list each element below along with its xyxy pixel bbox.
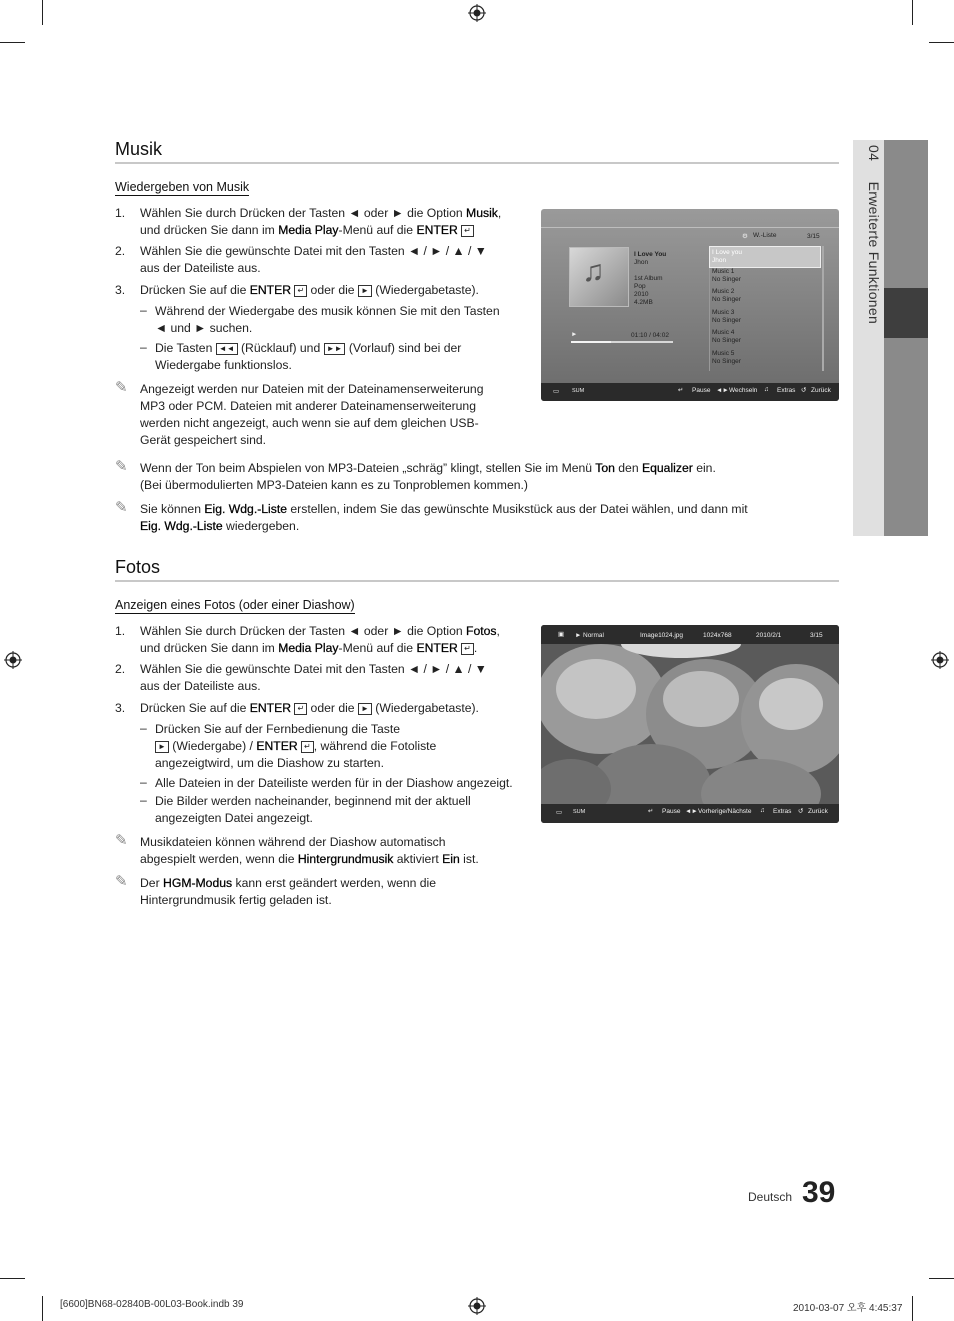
crop-mark	[912, 0, 913, 25]
list-item: Music 5 No Singer	[712, 350, 741, 365]
play-icon: ►	[575, 632, 582, 639]
step-text: Wählen Sie die gewünschte Datei mit den Tasten ◄ / ► / ▲ / ▼ aus der Dateiliste aus.	[140, 244, 487, 275]
pause-label: Pause	[662, 808, 681, 815]
step-number: 3.	[115, 701, 126, 715]
note-pencil-icon: ✎	[115, 832, 128, 849]
prev-next-label: Vorherige/Nächste	[698, 808, 752, 815]
section-title-fotos: Fotos	[115, 557, 161, 577]
photo-date: 2010/2/1	[756, 632, 782, 639]
enter-key-icon: ↵	[301, 741, 314, 753]
music-note-icon: ♫	[582, 255, 605, 288]
registration-mark-icon	[4, 651, 22, 669]
step-text: Wählen Sie durch Drücken der Tasten ◄ oder ► die Option Fotos, und drücken Sie dann im Media Play-Menü auf die ENTER ↵ .	[140, 624, 500, 655]
chapter-title: Erweiterte Funktionen	[866, 181, 882, 325]
enter-key-icon: ↵	[461, 225, 474, 237]
section-divider	[115, 162, 839, 164]
note-text: Sie können Eig. Wdg.-Liste erstellen, indem Sie das gewünschte Musikstück aus der Datei wählen, und dann mit Eig. Wdg.-Liste wiedergeben.	[140, 502, 748, 533]
forward-key-icon: ►►	[324, 343, 346, 355]
track-title: I Love You	[634, 251, 667, 258]
photo-resolution: 1024x768	[703, 632, 732, 639]
chapter-tab-block	[884, 140, 928, 288]
page-language: Deutsch	[748, 1190, 793, 1204]
prev-next-arrows-icon: ◄►	[685, 808, 698, 815]
playlist-icon: ⚙	[742, 233, 748, 240]
list-item: I Love you Jhon	[712, 249, 742, 264]
pause-key-icon: ↵	[648, 808, 654, 815]
enter-key-icon: ↵	[294, 285, 307, 297]
footer-timestamp: 2010-03-07 오후 4:45:37	[793, 1303, 903, 1314]
registration-mark-icon	[468, 4, 486, 22]
step-number: 2.	[115, 662, 126, 676]
crop-mark	[912, 1296, 913, 1321]
play-key-icon: ►	[358, 285, 372, 297]
play-icon: ►	[571, 331, 578, 338]
step-number: 3.	[115, 283, 126, 297]
enter-key-icon: ↵	[294, 703, 307, 715]
chapter-label	[858, 145, 882, 445]
extras-label: Extras	[773, 808, 792, 815]
chapter-tab-block	[884, 338, 928, 536]
crop-mark	[0, 42, 25, 43]
dash-text: Alle Dateien in der Dateiliste werden für in der Diashow angezeigt.	[155, 776, 513, 790]
note-text: Wenn der Ton beim Abspielen von MP3-Dateien „schräg” klingt, stellen Sie im Menü Ton den Equalizer ein. (Bei übermodulierten MP3-Dateien kann es zu Tonproblemen kommen.)	[140, 461, 716, 492]
apples-photo	[541, 644, 839, 804]
list-scrollbar	[822, 246, 824, 371]
section-title-musik: Musik	[115, 139, 163, 159]
crop-mark	[42, 1296, 43, 1321]
crop-mark	[0, 1278, 25, 1279]
enter-key-icon: ↵	[461, 643, 474, 655]
note-pencil-icon: ✎	[115, 873, 128, 890]
registration-mark-icon	[931, 651, 949, 669]
track-size: 4.2MB	[634, 299, 653, 306]
step-number: 1.	[115, 206, 126, 220]
pause-label: Pause	[692, 387, 711, 394]
dash-text: Während der Wiedergabe des musik können Sie mit den Tasten ◄ und ► suchen.	[155, 304, 500, 335]
photo-filename: Image1024.jpg	[640, 632, 684, 639]
registration-mark-icon	[468, 1297, 486, 1315]
page-number: 39	[802, 1176, 836, 1209]
extras-label: Extras	[777, 387, 796, 394]
device-label: SUM	[573, 809, 586, 815]
usb-device-icon: ▭	[556, 809, 563, 816]
note-pencil-icon: ✎	[115, 379, 128, 396]
progress-fill	[571, 341, 611, 343]
step-text: Wählen Sie durch Drücken der Tasten ◄ oder ► die Option Musik, und drücken Sie dann im Media Play-Menü auf die ENTER ↵	[140, 206, 502, 237]
list-item: Music 2 No Singer	[712, 288, 741, 303]
list-item: Music 4 No Singer	[712, 329, 741, 344]
note-pencil-icon: ✎	[115, 499, 128, 516]
crop-mark	[929, 42, 954, 43]
note-text: Der HGM-Modus kann erst geändert werden, wenn die Hintergrundmusik fertig geladen ist.	[140, 876, 437, 907]
back-label: Zurück	[811, 387, 831, 394]
step-number: 1.	[115, 624, 126, 638]
photo-viewer-screenshot	[541, 625, 839, 823]
section-divider	[115, 580, 839, 582]
playlist-label: W.-Liste	[753, 232, 777, 239]
track-album: 1st Album	[634, 275, 663, 282]
list-item: Music 3 No Singer	[712, 309, 741, 324]
crop-mark	[42, 0, 43, 25]
dash-text: Die Bilder werden nacheinander, beginnend mit der aktuell angezeigten Datei angezeigt.	[155, 794, 471, 825]
chapter-number: 04	[866, 145, 882, 162]
usb-device-icon: ▭	[553, 388, 560, 395]
list-item: Music 1 No Singer	[712, 268, 741, 283]
track-artist: Jhon	[634, 259, 649, 266]
play-key-icon: ►	[358, 703, 372, 715]
dash-text: Drücken Sie auf der Fernbedienung die Taste ► (Wiedergabe) / ENTER ↵ , während die Fotoliste angezeigtwird, um die Diashow zu starten.	[155, 722, 437, 770]
track-genre: Pop	[634, 283, 646, 290]
crop-mark	[929, 1278, 954, 1279]
track-time: 01:10 / 04:02	[631, 332, 669, 339]
step-text: Drücken Sie auf die ENTER ↵ oder die ► (Wiedergabetaste).	[140, 701, 479, 715]
note-text: Musikdateien können während der Diashow automatisch abgespielt werden, wenn die Hintergrundmusik aktiviert Ein ist.	[140, 835, 479, 866]
rewind-key-icon: ◄◄	[216, 343, 238, 355]
photo-mode-icon: ▣	[558, 631, 565, 638]
switch-label: Wechseln	[729, 387, 758, 394]
footer-file-info: [6600]BN68-02840B-00L03-Book.indb 39	[60, 1299, 244, 1310]
step-number: 2.	[115, 244, 126, 258]
track-count: 3/15	[807, 233, 820, 240]
track-year: 2010	[634, 291, 649, 298]
extras-icon: ♫	[764, 386, 769, 393]
photo-count: 3/15	[810, 632, 823, 639]
extras-icon: ♫	[760, 807, 765, 814]
pause-key-icon: ↵	[678, 387, 684, 394]
step-text: Wählen Sie die gewünschte Datei mit den Tasten ◄ / ► / ▲ / ▼ aus der Dateiliste aus.	[140, 662, 487, 693]
photo-mode-label: Normal	[583, 632, 604, 639]
step-text: Drücken Sie auf die ENTER ↵ oder die ► (Wiedergabetaste).	[140, 283, 479, 297]
note-text: Angezeigt werden nur Dateien mit der Dateinamenserweiterung MP3 oder PCM. Dateien mit anderer Dateinamenserweiterung werden nicht angezeigt, auch wenn sie auf dem gleichen USB- Gerät gespeichert sind.	[140, 382, 484, 447]
note-pencil-icon: ✎	[115, 458, 128, 475]
subheading-musik: Wiedergeben von Musik	[115, 180, 250, 194]
back-label: Zurück	[808, 808, 828, 815]
dash-text: Die Tasten ◄◄ (Rücklauf) und ►► (Vorlauf) sind bei der Wiedergabe funktionslos.	[155, 341, 462, 372]
subheading-fotos: Anzeigen eines Fotos (oder einer Diashow)	[115, 598, 355, 612]
play-key-icon: ►	[155, 741, 169, 753]
device-label: SUM	[572, 388, 585, 394]
switch-arrows-icon: ◄►	[716, 387, 729, 394]
return-icon: ↺	[798, 808, 804, 815]
return-icon: ↺	[801, 387, 807, 394]
chapter-tab-active-block	[884, 288, 928, 338]
